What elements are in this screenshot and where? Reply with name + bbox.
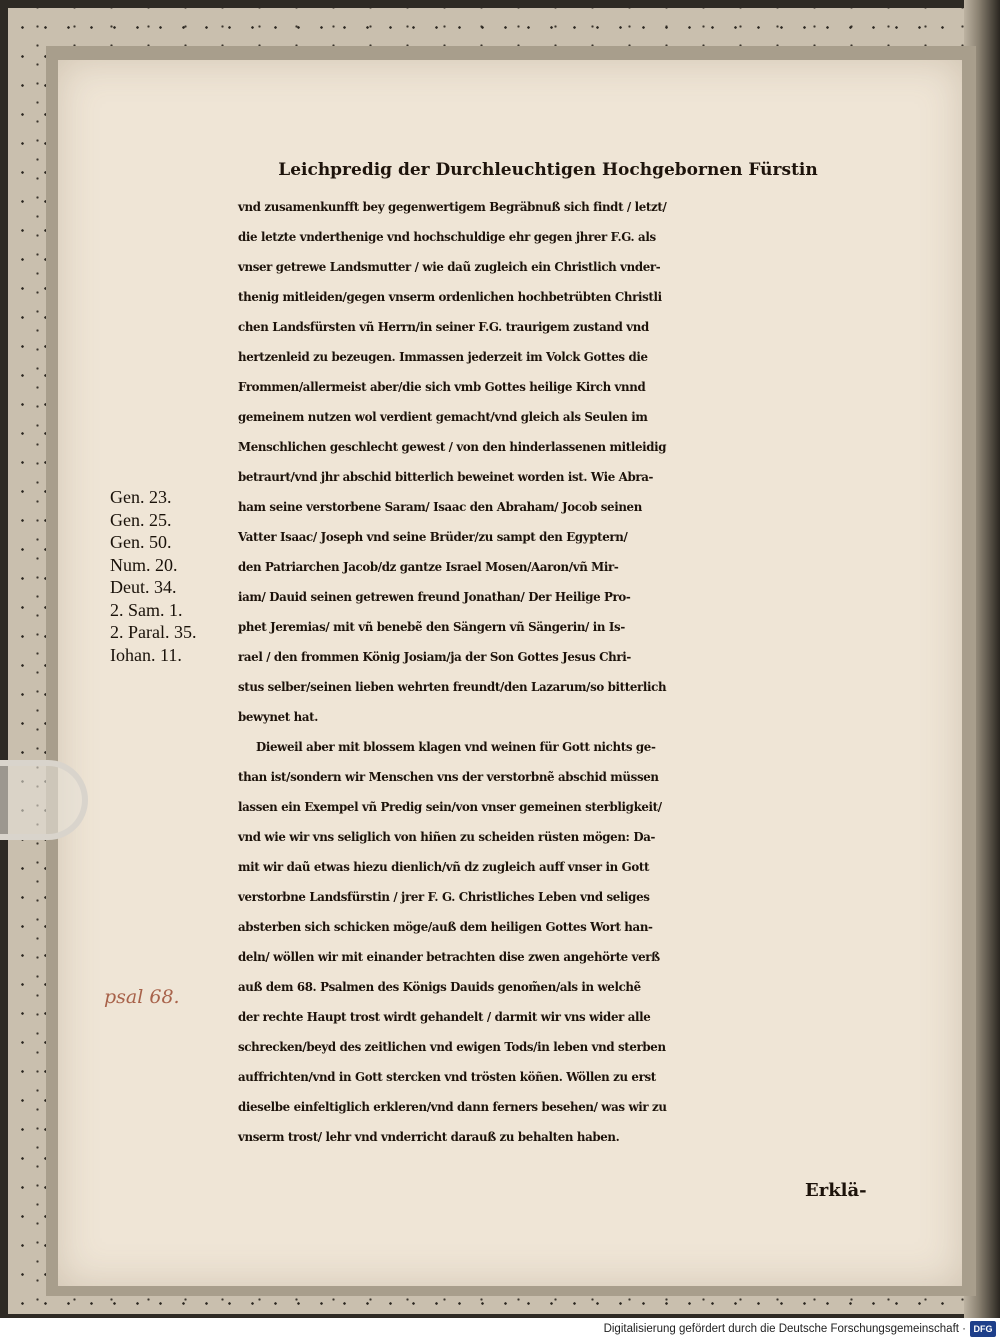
dfg-logo: DFG <box>970 1321 996 1337</box>
text-line: den Patriarchen Jacob/dz gantze Israel Mosen/Aaron/vñ Mir- <box>238 560 619 574</box>
text-line: iam/ Dauid seinen getrewen freund Jonathan/ Der Heilige Pro- <box>238 590 631 604</box>
text-line: vnd wie wir vns seliglich von hiñen zu scheiden rüsten mögen: Da- <box>238 830 656 844</box>
margin-reference: Num. 20. <box>110 554 178 575</box>
text-line: phet Jeremias/ mit vñ benebẽ den Sängern vñ Sängerin/ in Is- <box>238 620 625 634</box>
text-line: Dieweil aber mit blossem klagen vnd weinen für Gott nichts ge- <box>256 740 656 754</box>
text-line: mit wir daũ etwas hiezu dienlich/vñ dz zugleich auff vnser in Gott <box>238 860 650 874</box>
margin-reference: Gen. 25. <box>110 509 172 530</box>
text-line: stus selber/seinen lieben wehrten freundt/den Lazarum/so bitterlich <box>238 680 667 694</box>
text-line: Frommen/allermeist aber/die sich vmb Gottes heilige Kirch vnnd <box>238 380 646 394</box>
text-line: der rechte Haupt trost wirdt gehandelt / darmit wir vns wider alle <box>238 1010 651 1024</box>
text-line: auffrichten/vnd in Gott stercken vnd trösten köñen. Wöllen zu erst <box>238 1070 656 1084</box>
text-line: chen Landsfürsten vñ Herrn/in seiner F.G. traurigem zustand vnd <box>238 320 649 334</box>
paper-clip <box>0 760 88 840</box>
text-line: hertzenleid zu bezeugen. Immassen jederzeit im Volck Gottes die <box>238 350 648 364</box>
text-line: Vatter Isaac/ Joseph vnd seine Brüder/zu sampt den Egyptern/ <box>238 530 628 544</box>
text-line: auß dem 68. Psalmen des Königs Dauids genom̃en/als in welchẽ <box>238 980 641 994</box>
margin-reference: Iohan. 11. <box>110 644 182 665</box>
footer-bar <box>0 1318 1000 1342</box>
margin-notes <box>110 486 235 666</box>
text-line: die letzte vnderthenige vnd hochschuldige ehr gegen jhrer F.G. als <box>238 230 656 244</box>
handwritten-marginal-note: psal 68. <box>104 986 180 1008</box>
funding-credit: Digitalisierung gefördert durch die Deutsche Forschungsgemeinschaft · <box>603 1323 966 1335</box>
text-line: absterben sich schicken möge/auß dem heiligen Gottes Wort han- <box>238 920 653 934</box>
text-line: rael / den frommen König Josiam/ja der Son Gottes Jesus Chri- <box>238 650 631 664</box>
text-line: gemeinem nutzen wol verdient gemacht/vnd gleich als Seulen im <box>238 410 648 424</box>
running-header: Leichpredig der Durchleuchtigen Hochgebornen Fürstin <box>278 160 818 180</box>
text-line: vnserm trost/ lehr vnd vnderricht darauß zu behalten haben. <box>238 1130 620 1144</box>
text-line: deln/ wöllen wir mit einander betrachten dise zwen angehörte verß <box>238 950 660 964</box>
text-line: betraurt/vnd jhr abschid bitterlich beweinet worden ist. Wie Abra- <box>238 470 654 484</box>
text-line: Menschlichen geschlecht gewest / von den hinderlassenen mitleidig <box>238 440 667 454</box>
margin-reference: Gen. 50. <box>110 532 172 552</box>
text-line: schrecken/beyd des zeitlichen vnd ewigen Tods/in leben vnd sterben <box>238 1040 666 1054</box>
text-line: verstorbne Landsfürstin / jrer F. G. Christliches Leben vnd seliges <box>238 890 650 904</box>
body-text <box>238 192 898 1152</box>
text-line: vnser getrewe Landsmutter / wie daũ zugleich ein Christlich vnder- <box>238 260 661 274</box>
text-line: bewynet hat. <box>238 710 318 724</box>
text-line: lassen ein Exempel vñ Predig sein/von vnser gemeinen sterbligkeit/ <box>238 800 662 814</box>
margin-reference: 2. Sam. 1. <box>110 599 183 620</box>
margin-reference: Gen. 23. <box>110 487 172 507</box>
margin-reference: Deut. 34. <box>110 577 177 597</box>
text-line: than ist/sondern wir Menschen vns der verstorbnẽ abschid müssen <box>238 770 659 784</box>
text-line: dieselbe einfeltiglich erkleren/vnd dann ferners besehen/ was wir zu <box>238 1100 667 1114</box>
text-line: thenig mitleiden/gegen vnserm ordenlichen hochbetrübten Christli <box>238 290 662 304</box>
text-line: vnd zusamenkunfft bey gegenwertigem Begräbnuß sich findt / letzt/ <box>238 200 667 214</box>
text-line: ham seine verstorbene Saram/ Isaac den Abraham/ Jocob seinen <box>238 500 642 514</box>
margin-reference: 2. Paral. 35. <box>110 622 197 642</box>
catchword: Erklä- <box>805 1180 867 1201</box>
